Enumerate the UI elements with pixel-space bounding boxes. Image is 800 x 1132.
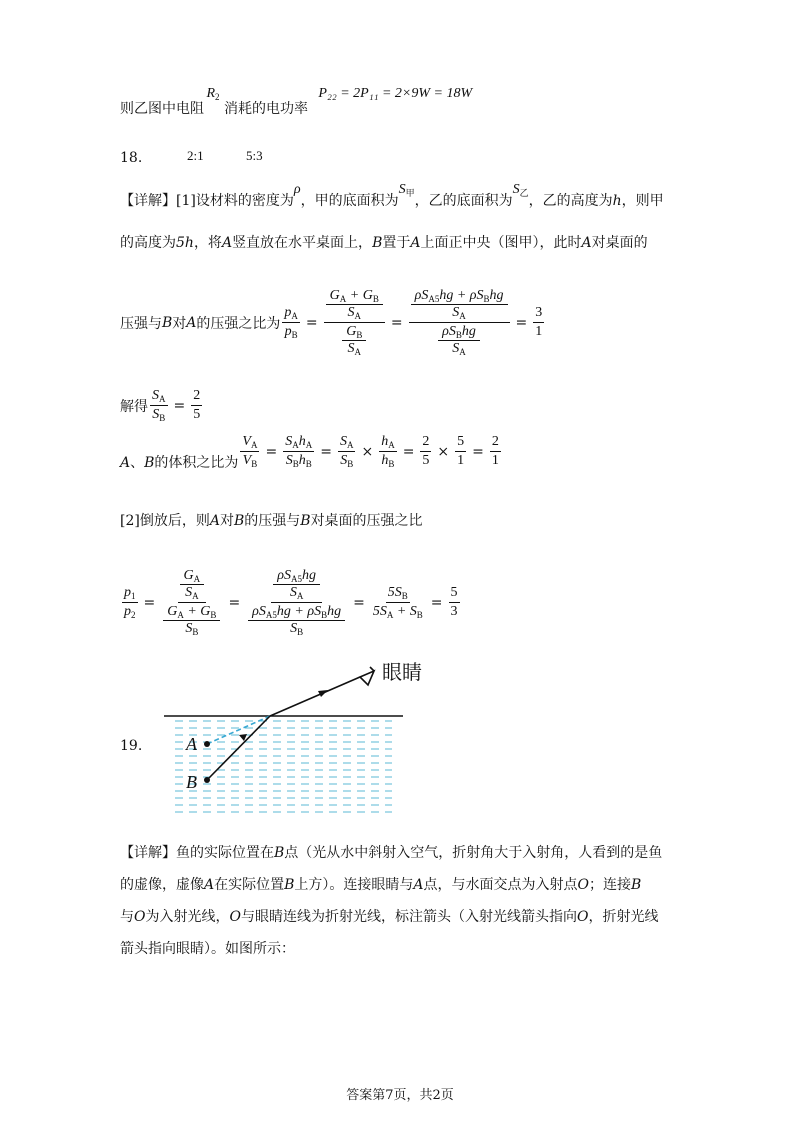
detail2-line-4: 箭头指向眼睛）。如图所示： [120,941,295,957]
q19-number: 19. [120,738,143,754]
r2-formula: P₂₂ = 2P₁₁ = 2×9W = 18W [318,86,473,101]
eq1-result: $\frac{3}{1}$ [535,305,543,339]
r2-variable: $R_2$ [206,86,220,102]
refracted-ray [270,677,360,716]
point-a-dot [204,741,210,747]
detail-line-1: 【详解】[1]设材料的密度为ρ，甲的底面积为$S_甲$，乙的底面积为$S_乙$，乙的高度为h，则甲 [120,182,664,209]
detail2-line-2: 的虚像，虚像A在实际位置B上方）。连接眼睛与A点，与水面交点为入射点O；连接B [120,877,642,893]
detail2-line-3: 与O为入射光线，O与眼睛连线为折射光线，标注箭头（入射光线箭头指向O，折射光线 [120,909,659,925]
refracted-arrow-icon [318,690,328,697]
q18-answer-1: 2:1 [187,148,204,163]
refraction-diagram [160,655,460,820]
solve-line: 解得 $\frac{S_A}{S_B}$ = $\frac{2}{5}$ [120,388,201,423]
eq1-right: $\rho S_{A5}hg + \rho S_Bhg$ $S_A$ $\rho S_Bhg$ $S_A$ [409,288,510,357]
eye-label: 眼睛 [382,660,422,684]
pressure-ratio-equation-2: $\frac{p_1}{p_2}$ = $G_A$ $S_A$ $G_A + G_B$ $S_B$ = $\rho S_{A5}hg$ $S_A$ $\rho S_{A5}hg + \rho S_Bhg$ $S_B$ = $\frac{5S_B}{5S_A + S_B}$ = $\frac{5}{3}$ [124,568,458,637]
eq1-middle: $G_A + G_B$ $S_A$ $G_B$ $S_A$ [324,288,385,357]
page-footer: 答案第7页，共2页 [346,1088,454,1103]
inverted-line: [2]倒放后，则A对B的压强与B对桌面的压强之比 [120,513,423,529]
eye-icon [360,667,374,685]
q18-number: 18. [120,150,143,166]
r2-suffix: 消耗的电功率 [223,101,308,117]
point-b-dot [204,777,210,783]
label-a: A [186,734,197,754]
q18-answer-2: 5:3 [246,148,263,163]
r2-power-line [120,86,473,118]
pressure-ratio-equation-1: 压强与 B 对 A 的压强之比为 $\frac{p_A}{p_B}$ = $G_A + G_B$ $S_A$ $G_B$ $S_A$ = $\rho S_{A5}hg + \rho S_Bhg$ $S_A$ $\rho S_Bhg$ $S_A$ = $\frac{3}{1}$ [120,288,543,357]
r2-prefix: 则乙图中电阻 [120,101,204,117]
detail2-line-1: 【详解】鱼的实际位置在B点（光从水中斜射入空气，折射角大于入射角，人看到的是鱼 [120,845,663,861]
water-region [174,717,392,813]
eq1-lhs: $\frac{p_A}{p_B}$ [284,305,298,340]
volume-ratio-line: A、B的体积之比为 $\frac{V_A}{V_B}$ = $\frac{S_Ah_A}{S_Bh_B}$ = $\frac{S_A}{S_B}$ × $\frac{h_A}{h_B}$ = $\frac{2}{5}$ × $\frac{5}{1}$ = $\frac{2}{1}$ [120,434,499,471]
label-b: B [186,772,197,792]
detail-label: 【详解】 [120,193,176,209]
detail-line-2: 的高度为5h，将A竖直放在水平桌面上，B置于A上面正中央（图甲），此时A对桌面的 [120,235,648,251]
